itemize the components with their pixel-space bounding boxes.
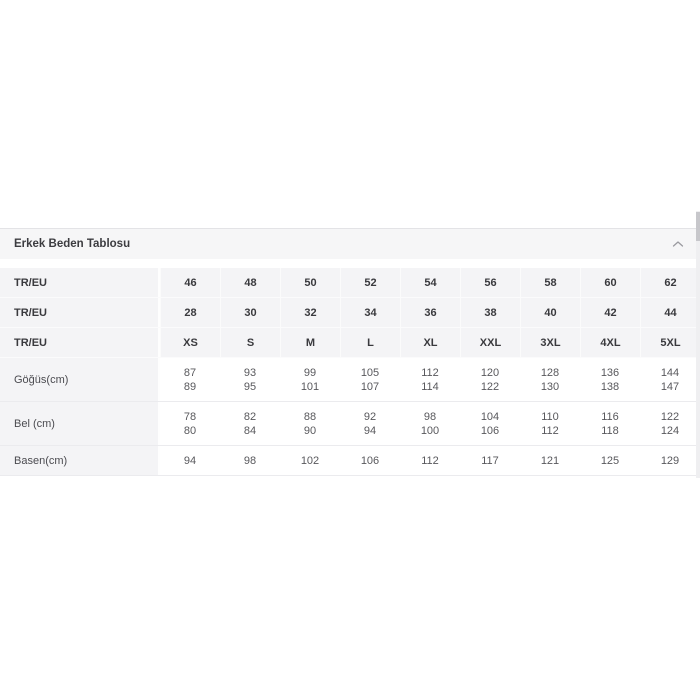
table-cell: 106 [360,454,380,467]
table-cell: 93 95 [243,366,257,393]
table-cell: 98 100 [420,410,440,437]
table-cell: 94 [183,454,197,467]
table-cell: 122 124 [660,410,680,437]
table-cell: 112 [421,454,439,467]
table-cell: 98 [243,454,257,467]
table-cell: 78 80 [183,410,197,437]
table-cell: 56 [460,268,520,297]
table-cell: 99 101 [300,366,320,393]
row-label: Basen(cm) [0,446,160,475]
table-cell: XL [400,328,460,357]
table-cell: 34 [340,298,400,327]
table-cell: S [220,328,280,357]
table-cell: XS [160,328,220,357]
scrollbar-track[interactable] [696,211,700,478]
table-cell: 48 [220,268,280,297]
chevron-up-icon[interactable] [672,240,684,248]
table-cell: 105 107 [360,366,380,393]
table-cell: 4XL [580,328,640,357]
table-cell: 128 130 [540,366,560,393]
table-cell: 36 [400,298,460,327]
table-row [0,328,700,358]
table-cell: 110 112 [541,410,559,437]
row-label: Göğüs(cm) [0,358,160,401]
size-chart-accordion [0,228,700,476]
table-cell: 136 138 [600,366,620,393]
table-cell: XXL [460,328,520,357]
table-cell: 104 106 [480,410,500,437]
table-cell: 120 122 [480,366,500,393]
table-cell: 30 [220,298,280,327]
table-cell: 42 [580,298,640,327]
row-label: TR/EU [0,328,160,357]
table-row [0,446,700,476]
scrollbar-thumb[interactable] [696,212,700,241]
table-cell: 125 [600,454,620,467]
table-cell: 44 [640,298,700,327]
table-cell: 112 114 [421,366,439,393]
table-cell: 52 [340,268,400,297]
table-cell: 5XL [640,328,700,357]
table-cell: L [340,328,400,357]
table-cell: 60 [580,268,640,297]
table-cell: 116 118 [601,410,619,437]
table-cell: 40 [520,298,580,327]
row-label: TR/EU [0,298,160,327]
table-cell: 28 [160,298,220,327]
table-row [0,298,700,328]
row-label: Bel (cm) [0,402,160,445]
table-cell: 129 [660,454,680,467]
table-cell: 32 [280,298,340,327]
table-cell: 54 [400,268,460,297]
table-cell: 92 94 [363,410,377,437]
table-cell: 88 90 [303,410,317,437]
table-cell: 62 [640,268,700,297]
table-cell: 117 [481,454,499,467]
size-table [0,268,700,476]
table-cell: 46 [160,268,220,297]
table-cell: 38 [460,298,520,327]
table-cell: 121 [540,454,560,467]
accordion-title: Erkek Beden Tablosu [14,238,131,250]
table-cell: 87 89 [183,366,197,393]
table-cell: 144 147 [660,366,680,393]
table-row [0,402,700,446]
table-cell: 50 [280,268,340,297]
table-cell: 82 84 [243,410,257,437]
table-cell: 58 [520,268,580,297]
size-chart-accordion-header[interactable] [0,229,700,259]
table-cell: M [280,328,340,357]
table-row [0,268,700,298]
table-cell: 102 [300,454,320,467]
table-cell: 3XL [520,328,580,357]
table-row [0,358,700,402]
row-label: TR/EU [0,268,160,297]
